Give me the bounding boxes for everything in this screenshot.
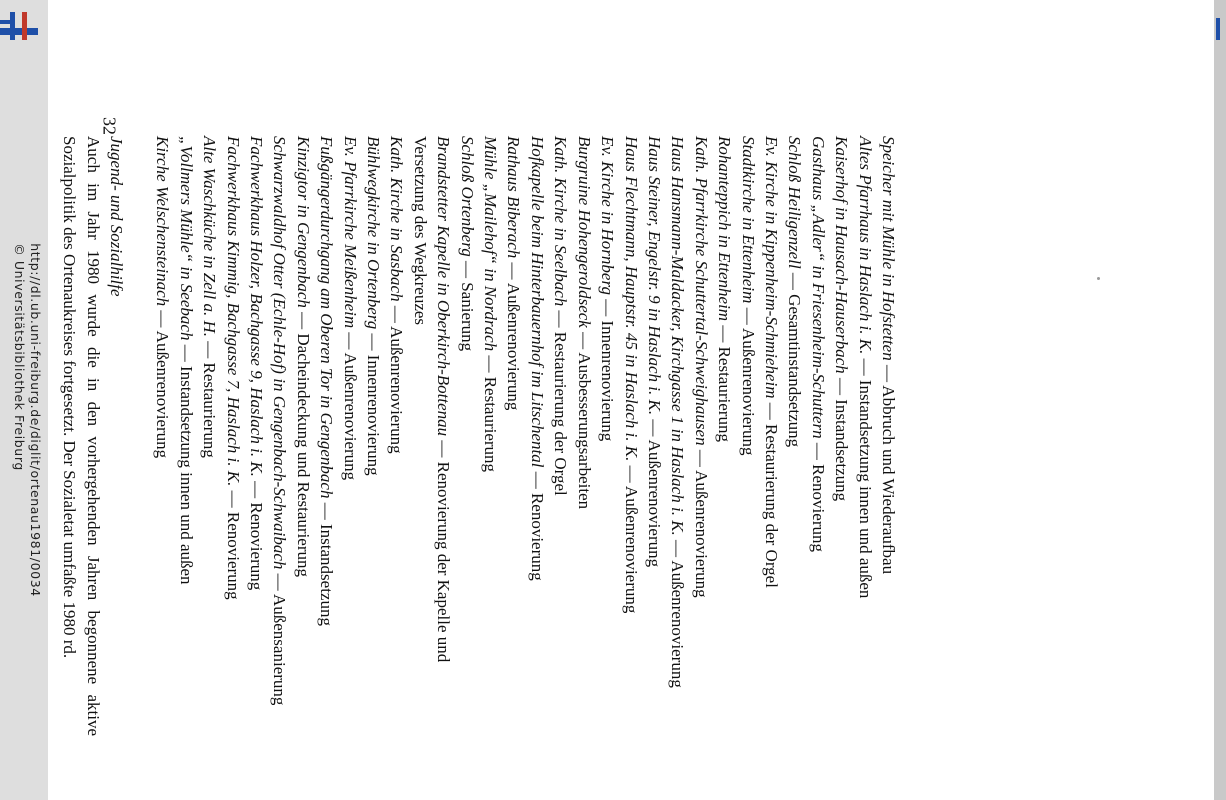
entry-location: Stadtkirche in Ettenheim [738,136,758,304]
list-item [315,136,338,736]
entry-action: — Dacheindeckung und Restaurierung [293,307,313,577]
document-text [58,136,900,736]
list-item [292,136,315,736]
entry-location: Haus Steiner, Engelstr. 9 in Haslach i. K. [645,136,665,416]
list-item [455,136,478,736]
closing-paragraph: Auch im Jahr 1980 wurde die in den vorhergehenden Jahren begonnene aktive Sozialpolitik des Ortenaukreises fortgesetzt. Der Sozialetat umfaßte 1980 rd. [60,136,103,736]
entry-location: Kirche Welschensteinach [153,136,173,307]
entry-action: — Renovierung der Kapelle und Versetzung des Wegkreuzes [410,136,454,663]
entry-location: Kath. Kirche in Seelbach [551,136,571,307]
right-margin [1214,0,1226,800]
entry-location: Speicher mit Mühle in Hofstetten [879,136,899,361]
list-item [572,136,595,736]
entry-action: — Restaurierung [715,321,735,442]
list-item [151,136,174,736]
list-item [806,136,829,736]
entry-location: Kaiserhof in Hausach-Hauserbach [832,136,852,374]
list-item [221,136,244,736]
entry-action: — Renovierung [808,438,828,552]
list-item [619,136,642,736]
entry-action: — Restaurierung [200,336,220,458]
entry-action: — Sanierung [457,256,477,352]
entry-action: — Außensanierung [270,569,290,706]
entry-location: Fußgängerdurchgang am Oberen Tor in Gengenbach [317,136,337,499]
section-heading: Jugend- und Sozialhilfe [107,136,127,297]
list-item [268,136,291,736]
entry-location: Ev. Kirche in Kippenheim-Schmieheim [762,136,782,399]
entry-action: — Restaurierung der Orgel [762,398,782,588]
entry-action: — Restaurierung der Orgel [551,306,571,496]
entry-action: — Ausbesserungsarbeiten [574,327,594,510]
entry-action: — Instandsetzung [832,373,852,502]
list-item [385,136,408,736]
entry-action: — Außenrenovierung [504,258,524,411]
list-item [666,136,689,736]
entry-location: Rathaus Biberach [504,136,524,259]
source-url[interactable]: http://dl.ub.uni-freiburg.de/diglit/ortenau1981/0034 [28,243,43,597]
list-item [689,136,712,736]
list-item [409,136,456,736]
entry-action: — Außenrenovierung [691,445,711,598]
entry-location: Ev. Kirche in Hornberg [598,136,618,295]
list-item [198,136,221,736]
entry-action: — Renovierung [223,486,243,600]
entry-action: — Außenrenovierung [621,461,641,614]
list-item [783,136,806,736]
list-item [596,136,619,736]
entry-list [151,136,900,736]
entry-action: — Renovierung [247,476,267,591]
entry-location: Hofkapelle beim Hinterbauernhof im Litschental [528,136,548,468]
entry-action: — Außenrenovierung [738,303,758,456]
entry-action: — Gesamtinstandsetzung [785,268,805,448]
entry-location: Fachwerkhaus Kimmig, Bachgasse 7, Haslach i. K. [223,136,243,487]
list-item [549,136,572,736]
entry-location: Rohanteppich in Ettenheim [715,136,735,322]
entry-action: — Außenrenovierung [340,328,360,481]
entry-location: „Vollmers Mühle“ in Seebach [176,136,196,341]
entry-action: — Innenrenovierung [364,329,384,476]
list-item [853,136,876,736]
list-item [338,136,361,736]
list-item [526,136,549,736]
entry-location: Burgruine Hohengeroldseck [574,136,594,328]
entry-action: — Außenrenovierung [387,301,407,454]
list-item [479,136,502,736]
entry-action: — Restaurierung [481,351,501,473]
entry-action: — Außenrenovierung [668,535,688,688]
entry-action: — Instandsetzung innen und außen [855,354,875,599]
entry-location: Schloß Ortenberg [457,136,477,257]
entry-location: Bühlwegkirche in Ortenberg [364,136,384,330]
list-item [736,136,759,736]
entry-location: Kath. Kirche in Sasbach [387,136,407,302]
entry-location: Gasthaus „Adler“ in Friesenheim-Schuttern [808,136,828,439]
entry-location: Mühle „Mailehof“ in Nordrach [481,136,501,352]
list-item [830,136,853,736]
page-number: 32 [99,117,120,135]
entry-location: Kinzigtor in Gengenbach [293,136,313,308]
list-item [362,136,385,736]
list-item [245,136,268,736]
entry-location: Haus Hansmann-Maldacker, Kirchgasse 1 in Haslach i. K. [668,136,688,536]
entry-location: Ev. Pfarrkirche Meißenheim [340,136,360,329]
list-item [175,136,198,736]
entry-location: Haus Flechtmann, Hauptstr. 45 in Haslach i. K. [621,136,641,462]
entry-action: — Instandsetzung [317,498,337,626]
entry-action: — Instandsetzung innen und außen [176,340,196,585]
entry-location: Altes Pfarrhaus in Haslach i. K. [855,136,875,355]
entry-action: — Außenrenovierung [153,306,173,459]
list-item [643,136,666,736]
list-item [502,136,525,736]
entry-action: — Außenrenovierung [645,415,665,568]
list-item [713,136,736,736]
list-item [760,136,783,736]
entry-action: — Renovierung [528,467,548,581]
entry-location: Schwarzwaldhof Otter (Echle-Hof) in Gengenbach-Schwaibach [270,136,290,570]
entry-location: Fachwerkhaus Holzer, Bachgasse 9, Haslach i. K. [247,136,267,477]
entry-action: — Abbruch und Wiederaufbau [879,360,899,575]
list-item [877,136,900,736]
copyright-notice: © Universitätsbibliothek Freiburg [12,243,27,471]
entry-location: Kath. Pfarrkirche Schuttertal-Schweighausen [691,136,711,446]
entry-location: Alte Waschküche in Zell a. H. [200,136,220,337]
source-info [0,0,48,800]
entry-location: Schloß Heiligenzell [785,136,805,269]
scan-speck [1097,277,1100,280]
entry-location: Brandstetter Kapelle in Oberkirch-Bottenau [434,136,454,437]
scan-color-marker-right [1214,18,1222,40]
entry-action: — Innenrenovierung [598,294,618,442]
